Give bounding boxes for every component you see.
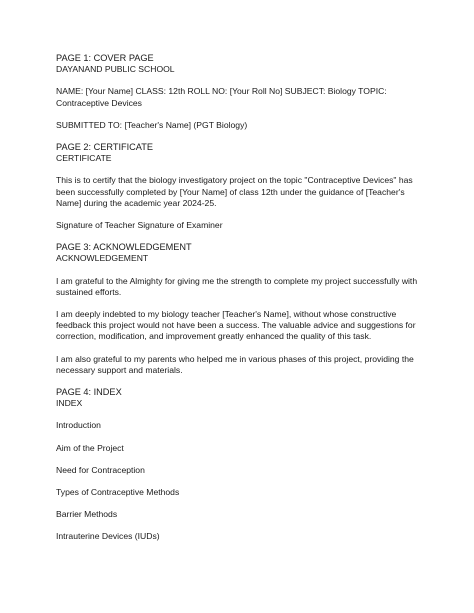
submitted-to: SUBMITTED TO: [Teacher's Name] (PGT Biology) [56, 119, 248, 130]
certificate-page-label: PAGE 2: CERTIFICATE [56, 142, 153, 153]
index-heading: INDEX [56, 398, 83, 409]
certificate-heading: CERTIFICATE [56, 153, 112, 164]
acknowledgement-p2-line-1: I am deeply indebted to my biology teacher [Teacher's Name], without whose constructive [56, 309, 397, 320]
index-item: Intrauterine Devices (IUDs) [56, 531, 160, 542]
acknowledgement-p1-line-1: I am grateful to the Almighty for giving me the strength to complete my project successfully with [56, 275, 418, 286]
acknowledgement-p2-line-3: correction, modification, and improvement greatly enhanced the quality of this task. [56, 331, 372, 342]
cover-page-label: PAGE 1: COVER PAGE [56, 53, 154, 63]
certificate-body-line-2: been successfully completed by [Your Name] of class 12th under the guidance of [Teacher's [56, 186, 405, 197]
acknowledgement-p2-line-2: feedback this project would not have been a success. The valuable advice and suggestions for [56, 320, 416, 331]
acknowledgement-p3-line-2: necessary support and materials. [56, 364, 183, 375]
signature-line: Signature of Teacher Signature of Examiner [56, 220, 223, 231]
index-item: Introduction [56, 420, 101, 431]
index-item: Aim of the Project [56, 442, 124, 453]
index-item: Types of Contraceptive Methods [56, 487, 180, 498]
index-item: Barrier Methods [56, 509, 118, 520]
student-details-line-1: NAME: [Your Name] CLASS: 12th ROLL NO: [Your Roll No] SUBJECT: Biology TOPIC: [56, 86, 387, 97]
acknowledgement-p3-line-1: I am also grateful to my parents who helped me in various phases of this project, providing the [56, 353, 414, 364]
acknowledgement-heading: ACKNOWLEDGEMENT [56, 253, 149, 264]
certificate-body-line-3: Name] during the academic year 2024-25. [56, 197, 217, 208]
index-item: Need for Contraception [56, 464, 145, 475]
certificate-body-line-1: This is to certify that the biology investigatory project on the topic "Contraceptive Devices" has [56, 175, 413, 186]
school-name: DAYANAND PUBLIC SCHOOL [56, 64, 175, 75]
document-content [56, 53, 420, 543]
acknowledgement-p1-line-2: sustained efforts. [56, 286, 122, 297]
index-page-label: PAGE 4: INDEX [56, 387, 122, 398]
student-details-line-2: Contraceptive Devices [56, 97, 142, 108]
acknowledgement-page-label: PAGE 3: ACKNOWLEDGEMENT [56, 242, 192, 253]
